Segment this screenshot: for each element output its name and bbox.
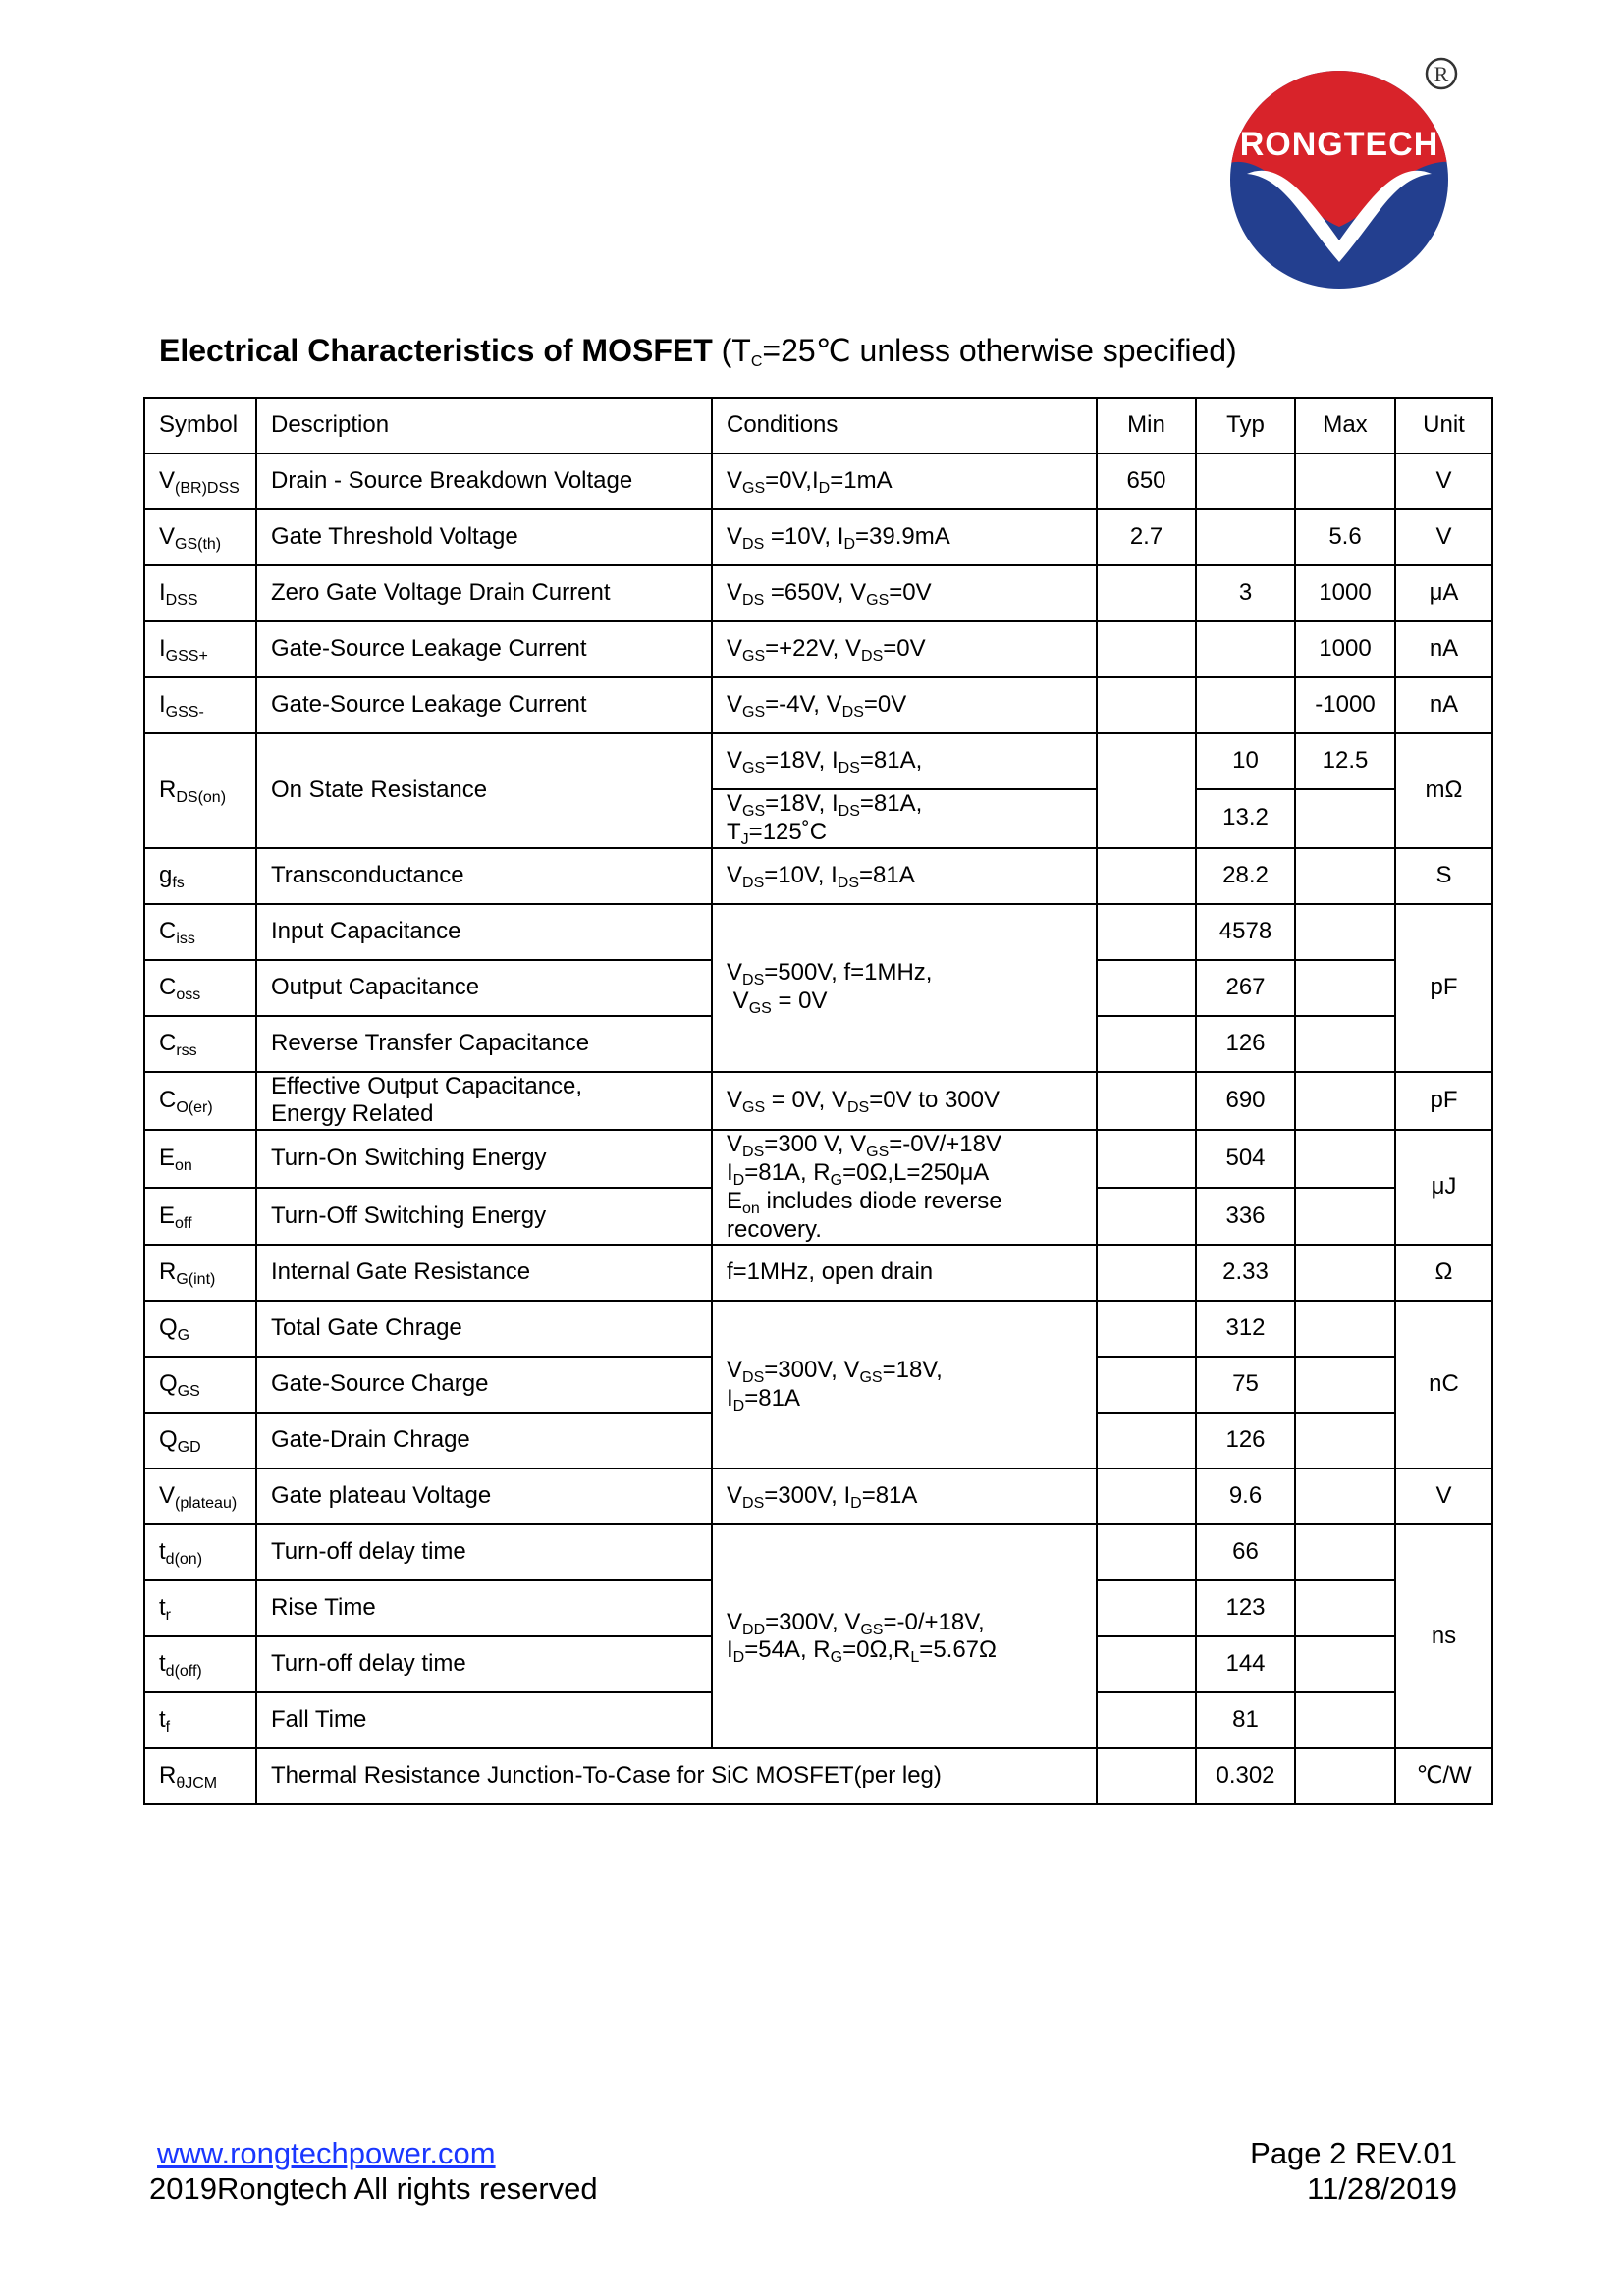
header-unit: Unit	[1395, 398, 1492, 454]
typ-cell: 336	[1196, 1188, 1295, 1246]
description-cell: Drain - Source Breakdown Voltage	[256, 454, 712, 509]
unit-cell: nA	[1395, 677, 1492, 733]
unit-cell: μA	[1395, 565, 1492, 621]
unit-cell: pF	[1395, 1072, 1492, 1131]
min-cell	[1097, 1468, 1196, 1524]
description-cell: Effective Output Capacitance, Energy Related	[256, 1072, 712, 1131]
typ-cell	[1196, 621, 1295, 677]
unit-cell: pF	[1395, 904, 1492, 1072]
conditions-cell: $V_{GS}=18V$, $I_{DS}=81A$, $T_J=125˚C$	[712, 789, 1097, 848]
symbol-cell: $E_{on}$	[144, 1130, 256, 1188]
table-row	[144, 1130, 1492, 1188]
min-cell	[1097, 1130, 1196, 1188]
unit-cell: ℃/W	[1395, 1748, 1492, 1804]
unit-cell: nC	[1395, 1301, 1492, 1468]
typ-cell	[1196, 509, 1295, 565]
unit-cell: V	[1395, 454, 1492, 509]
max-cell	[1295, 1130, 1395, 1188]
max-cell	[1295, 1580, 1395, 1636]
table-row	[144, 1072, 1492, 1131]
description-cell: Internal Gate Resistance	[256, 1245, 712, 1301]
table-row	[144, 509, 1492, 565]
min-cell	[1097, 1016, 1196, 1072]
unit-cell: S	[1395, 848, 1492, 904]
symbol-cell: $R_{\theta JCM}$	[144, 1748, 256, 1804]
rongtech-logo	[1227, 54, 1463, 290]
typ-cell: 75	[1196, 1357, 1295, 1413]
description-cell: Gate-Source Leakage Current	[256, 677, 712, 733]
description-cell: Reverse Transfer Capacitance	[256, 1016, 712, 1072]
min-cell	[1097, 1524, 1196, 1580]
min-cell	[1097, 677, 1196, 733]
min-cell	[1097, 1413, 1196, 1468]
description-cell: Output Capacitance	[256, 960, 712, 1016]
symbol-cell: $C_{oss}$	[144, 960, 256, 1016]
max-cell	[1295, 789, 1395, 848]
description-cell: Input Capacitance	[256, 904, 712, 960]
description-cell: Rise Time	[256, 1580, 712, 1636]
max-cell: 12.5	[1295, 733, 1395, 789]
section-title: Electrical Characteristics of MOSFET ($T_C=25℃$ unless otherwise specified)	[159, 333, 1237, 370]
symbol-cell: $g_{fs}$	[144, 848, 256, 904]
typ-cell: 13.2	[1196, 789, 1295, 848]
min-cell: 650	[1097, 454, 1196, 509]
symbol-cell: $t_r$	[144, 1580, 256, 1636]
table-row	[144, 1468, 1492, 1524]
min-cell	[1097, 1188, 1196, 1246]
min-cell	[1097, 1357, 1196, 1413]
max-cell	[1295, 1468, 1395, 1524]
table-row	[144, 1245, 1492, 1301]
description-cell: Fall Time	[256, 1692, 712, 1748]
symbol-cell: $C_{iss}$	[144, 904, 256, 960]
conditions-cell: $V_{DS}=500V$, f=1MHz, $V_{GS} = 0V$	[712, 904, 1097, 1072]
header-description: Description	[256, 398, 712, 454]
table-row	[144, 565, 1492, 621]
table-row	[144, 1301, 1492, 1357]
unit-cell: nA	[1395, 621, 1492, 677]
table-row	[144, 454, 1492, 509]
typ-cell	[1196, 454, 1295, 509]
symbol-cell: $Q_{GD}$	[144, 1413, 256, 1468]
typ-cell: 81	[1196, 1692, 1295, 1748]
description-cell: Turn-On Switching Energy	[256, 1130, 712, 1188]
unit-cell: mΩ	[1395, 733, 1492, 848]
max-cell	[1295, 1636, 1395, 1692]
symbol-cell: $V_{(BR)DSS}$	[144, 454, 256, 509]
conditions-cell: $V_{GS}=+22V$, $V_{DS}=0V$	[712, 621, 1097, 677]
conditions-cell: $V_{DS}=10V$, $I_{DS}=81A$	[712, 848, 1097, 904]
min-cell	[1097, 565, 1196, 621]
symbol-cell: $V_{(plateau)}$	[144, 1468, 256, 1524]
typ-cell	[1196, 677, 1295, 733]
description-cell: Gate plateau Voltage	[256, 1468, 712, 1524]
max-cell	[1295, 960, 1395, 1016]
symbol-cell: $V_{GS(th)}$	[144, 509, 256, 565]
conditions-cell: $V_{DS}=300V$, $I_D=81A$	[712, 1468, 1097, 1524]
symbol-cell: $t_{d(off)}$	[144, 1636, 256, 1692]
max-cell	[1295, 848, 1395, 904]
typ-cell: 28.2	[1196, 848, 1295, 904]
typ-cell: 9.6	[1196, 1468, 1295, 1524]
typ-cell: 123	[1196, 1580, 1295, 1636]
copyright-text: 2019Rongtech All rights reserved	[149, 2171, 598, 2206]
symbol-cell: $I_{DSS}$	[144, 565, 256, 621]
symbol-cell: $Q_{GS}$	[144, 1357, 256, 1413]
description-cell: Zero Gate Voltage Drain Current	[256, 565, 712, 621]
typ-cell: 312	[1196, 1301, 1295, 1357]
symbol-cell: $Q_G$	[144, 1301, 256, 1357]
conditions-cell: $V_{DS}=300$ V, $V_{GS}=-0V/+18V$ $I_D=81A$, $R_G=0\Omega,L=250\mu A$ $E_{on}$ includes diode reverse recovery.	[712, 1130, 1097, 1245]
conditions-cell: $V_{GS}=0V,I_D=1mA$	[712, 454, 1097, 509]
typ-cell: 504	[1196, 1130, 1295, 1188]
max-cell	[1295, 1301, 1395, 1357]
symbol-cell: $R_{G(int)}$	[144, 1245, 256, 1301]
page-revision: Page 2 REV.01	[1250, 2136, 1457, 2170]
table-row	[144, 848, 1492, 904]
max-cell	[1295, 1357, 1395, 1413]
website-link[interactable]: www.rongtechpower.com	[157, 2136, 496, 2170]
header-typ: Typ	[1196, 398, 1295, 454]
registered-mark: R	[1434, 62, 1449, 86]
description-cell: Turn-off delay time	[256, 1636, 712, 1692]
symbol-cell: $I_{GSS+}$	[144, 621, 256, 677]
symbol-cell: $t_{d(on)}$	[144, 1524, 256, 1580]
typ-cell: 267	[1196, 960, 1295, 1016]
min-cell	[1097, 1072, 1196, 1131]
conditions-cell: $V_{GS}=18V$, $I_{DS}=81A$,	[712, 733, 1097, 789]
max-cell	[1295, 1016, 1395, 1072]
description-cell: Gate Threshold Voltage	[256, 509, 712, 565]
table-row	[144, 1524, 1492, 1580]
max-cell	[1295, 1413, 1395, 1468]
typ-cell: 126	[1196, 1016, 1295, 1072]
conditions-cell: $V_{GS} = 0V$, $V_{DS}=0V$ to 300V	[712, 1072, 1097, 1131]
table-row	[144, 733, 1492, 789]
description-cell: Total Gate Chrage	[256, 1301, 712, 1357]
typ-cell: 126	[1196, 1413, 1295, 1468]
max-cell	[1295, 1748, 1395, 1804]
min-cell	[1097, 733, 1196, 848]
symbol-cell: $t_f$	[144, 1692, 256, 1748]
description-cell: On State Resistance	[256, 733, 712, 848]
unit-cell: Ω	[1395, 1245, 1492, 1301]
description-cell: Turn-off delay time	[256, 1524, 712, 1580]
conditions-cell: $V_{DS}=300V$, $V_{GS}=18V$, $I_D=81A$	[712, 1301, 1097, 1468]
logo-wordmark: RONGTECH	[1239, 126, 1439, 163]
typ-cell: 690	[1196, 1072, 1295, 1131]
unit-cell: V	[1395, 1468, 1492, 1524]
table-row	[144, 621, 1492, 677]
symbol-cell: $I_{GSS-}$	[144, 677, 256, 733]
typ-cell: 10	[1196, 733, 1295, 789]
symbol-cell: $E_{off}$	[144, 1188, 256, 1246]
conditions-cell: $V_{DS} =650V$, $V_{GS}=0V$	[712, 565, 1097, 621]
description-cell: Turn-Off Switching Energy	[256, 1188, 712, 1246]
description-cell: Gate-Source Charge	[256, 1357, 712, 1413]
conditions-cell: $V_{DD}=300V$, $V_{GS}=-0/+18V$, $I_D=54A$, $R_G=0\Omega,R_L=5.67\Omega$	[712, 1524, 1097, 1748]
unit-cell: V	[1395, 509, 1492, 565]
table-header-row	[144, 398, 1492, 454]
min-cell	[1097, 1636, 1196, 1692]
max-cell	[1295, 1245, 1395, 1301]
description-cell: Thermal Resistance Junction-To-Case for SiC MOSFET(per leg)	[256, 1748, 1097, 1804]
unit-cell: μJ	[1395, 1130, 1492, 1245]
description-cell: Gate-Source Leakage Current	[256, 621, 712, 677]
min-cell	[1097, 960, 1196, 1016]
min-cell	[1097, 1748, 1196, 1804]
min-cell	[1097, 848, 1196, 904]
max-cell: 1000	[1295, 621, 1395, 677]
unit-cell: ns	[1395, 1524, 1492, 1748]
conditions-cell: $V_{GS}=-4V$, $V_{DS}=0V$	[712, 677, 1097, 733]
max-cell: 1000	[1295, 565, 1395, 621]
max-cell	[1295, 1692, 1395, 1748]
header-conditions: Conditions	[712, 398, 1097, 454]
conditions-cell: $V_{DS} =10V$, $I_D=39.9mA$	[712, 509, 1097, 565]
max-cell: -1000	[1295, 677, 1395, 733]
electrical-characteristics-table	[143, 397, 1493, 1805]
typ-cell: 0.302	[1196, 1748, 1295, 1804]
max-cell	[1295, 904, 1395, 960]
min-cell	[1097, 904, 1196, 960]
header-max: Max	[1295, 398, 1395, 454]
min-cell	[1097, 1692, 1196, 1748]
document-date: 11/28/2019	[1307, 2171, 1457, 2206]
symbol-cell: $C_{O(er)}$	[144, 1072, 256, 1131]
max-cell	[1295, 1188, 1395, 1246]
description-cell: Transconductance	[256, 848, 712, 904]
typ-cell: 66	[1196, 1524, 1295, 1580]
table-row	[144, 904, 1492, 960]
typ-cell: 2.33	[1196, 1245, 1295, 1301]
min-cell	[1097, 1301, 1196, 1357]
header-symbol: Symbol	[144, 398, 256, 454]
min-cell: 2.7	[1097, 509, 1196, 565]
typ-cell: 4578	[1196, 904, 1295, 960]
max-cell	[1295, 1524, 1395, 1580]
typ-cell: 144	[1196, 1636, 1295, 1692]
description-cell: Gate-Drain Chrage	[256, 1413, 712, 1468]
table-row	[144, 677, 1492, 733]
max-cell	[1295, 454, 1395, 509]
max-cell: 5.6	[1295, 509, 1395, 565]
conditions-cell: f=1MHz, open drain	[712, 1245, 1097, 1301]
max-cell	[1295, 1072, 1395, 1131]
min-cell	[1097, 621, 1196, 677]
symbol-cell: $C_{rss}$	[144, 1016, 256, 1072]
table-row	[144, 1748, 1492, 1804]
symbol-cell: $R_{DS(on)}$	[144, 733, 256, 848]
typ-cell: 3	[1196, 565, 1295, 621]
min-cell	[1097, 1580, 1196, 1636]
min-cell	[1097, 1245, 1196, 1301]
header-min: Min	[1097, 398, 1196, 454]
